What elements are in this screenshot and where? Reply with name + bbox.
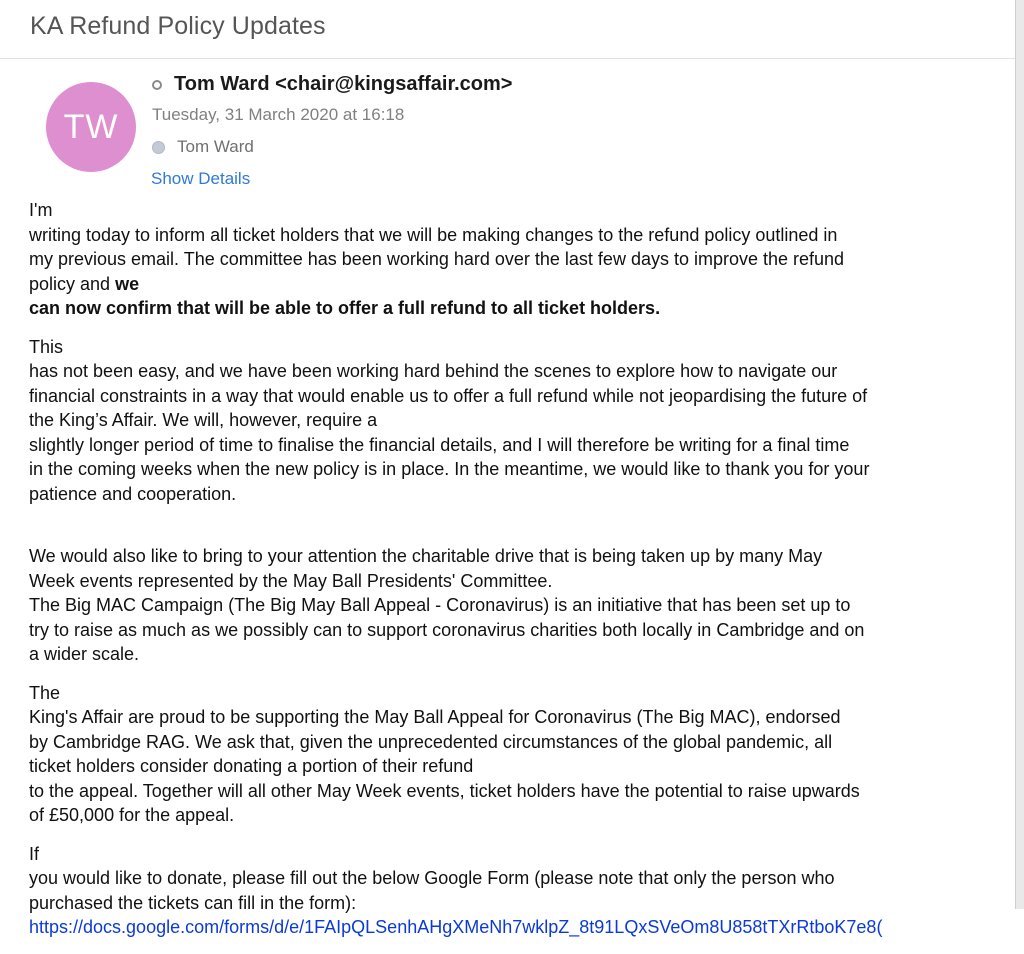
sender-status-icon bbox=[152, 80, 162, 90]
sender-row bbox=[152, 73, 513, 96]
paragraph-2 bbox=[29, 335, 1019, 531]
body-line: of £50,000 for the appeal. bbox=[29, 805, 235, 825]
body-line: I'm bbox=[29, 200, 53, 220]
window-edge bbox=[1015, 0, 1024, 909]
show-details-link[interactable]: Show Details bbox=[151, 169, 251, 188]
email-datetime: Tuesday, 31 March 2020 at 16:18 bbox=[152, 105, 405, 124]
body-bold-text: we bbox=[115, 273, 140, 294]
body-line: slightly longer period of time to finalise the financial details, and I will therefore be writing for a final time bbox=[29, 434, 850, 455]
email-subject: KA Refund Policy Updates bbox=[30, 12, 326, 40]
body-line: by Cambridge RAG. We ask that, given the unprecedented circumstances of the global pandemic, all bbox=[29, 731, 833, 752]
body-line: you would like to donate, please fill out the below Google Form (please note that only the person who bbox=[29, 868, 835, 888]
google-form-link[interactable]: https://docs.google.com/forms/d/e/1FAIpQLSenhAHgXMeNh7wklpZ_8t91LQxSVeOm8U858tTXrRtboK7e8( bbox=[29, 917, 883, 937]
body-line: has not been easy, and we have been working hard behind the scenes to explore how to navigate our bbox=[29, 361, 838, 381]
body-line: in the coming weeks when the new policy is in place. In the meantime, we would like to thank you for your bbox=[29, 459, 870, 479]
recipient-dot-icon bbox=[152, 141, 165, 154]
body-line: financial constraints in a way that would enable us to offer a full refund while not jeopardising the future of bbox=[29, 385, 868, 406]
paragraph-4 bbox=[29, 681, 1019, 828]
body-line: The Big MAC Campaign (The Big May Ball Appeal - Coronavirus) is an initiative that has been set up to bbox=[29, 595, 851, 615]
body-line: King's Affair are proud to be supporting the May Ball Appeal for Coronavirus (The Big MAC), endorsed bbox=[29, 707, 841, 727]
body-line: writing today to inform all ticket holders that we will be making changes to the refund policy outlined in bbox=[29, 224, 838, 245]
body-line: patience and cooperation. bbox=[29, 483, 237, 504]
recipient-row bbox=[152, 137, 254, 157]
body-line: This bbox=[29, 336, 64, 357]
sender-avatar: TW bbox=[46, 82, 136, 172]
body-text: policy and bbox=[29, 273, 116, 294]
body-line: to the appeal. Together will all other May Week events, ticket holders have the potential to raise upwards bbox=[29, 780, 860, 801]
paragraph-1 bbox=[29, 198, 1019, 321]
paragraph-5 bbox=[29, 842, 1019, 940]
body-line: The bbox=[29, 682, 61, 703]
body-line: try to raise as much as we possibly can to support coronavirus charities both locally in Cambridge and on bbox=[29, 619, 865, 640]
body-line: the King’s Affair. We will, however, require a bbox=[29, 410, 378, 430]
paragraph-3 bbox=[29, 544, 1019, 667]
sender-name[interactable]: Tom Ward <chair@kingsaffair.com> bbox=[174, 73, 513, 95]
body-line bbox=[29, 272, 1019, 297]
blank-line bbox=[29, 506, 1019, 530]
body-line: Week events represented by the May Ball Presidents' Committee. bbox=[29, 570, 553, 591]
header-divider bbox=[0, 58, 1016, 59]
body-line: my previous email. The committee has been working hard over the last few days to improve the refund bbox=[29, 249, 845, 269]
body-line: If bbox=[29, 843, 40, 864]
body-line: ticket holders consider donating a portion of their refund bbox=[29, 756, 474, 776]
email-body bbox=[29, 198, 1019, 954]
body-line: purchased the tickets can fill in the form): bbox=[29, 892, 357, 913]
body-line: a wider scale. bbox=[29, 644, 140, 664]
recipient-name[interactable]: Tom Ward bbox=[177, 137, 254, 156]
body-line: We would also like to bring to your attention the charitable drive that is being taken up by many May bbox=[29, 546, 823, 566]
body-bold-line: can now confirm that will be able to offer a full refund to all ticket holders. bbox=[29, 298, 661, 318]
